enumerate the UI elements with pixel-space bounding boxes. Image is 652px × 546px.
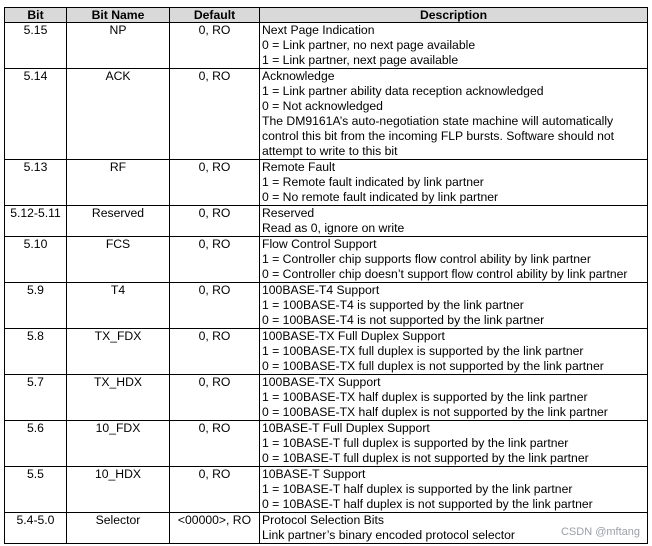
default-cell: 0, RO	[170, 160, 260, 206]
description-line: 0 = 100BASE-TX half duplex is not supported by the link partner	[262, 405, 608, 419]
default-cell: 0, RO	[170, 23, 260, 69]
description-line: Next Page Indication	[262, 23, 375, 37]
description-line: 1 = Link partner, next page available	[262, 53, 459, 67]
description-line: 1 = 100BASE-TX full duplex is supported by the link partner	[262, 344, 584, 358]
default-cell: 0, RO	[170, 69, 260, 160]
description-cell	[260, 467, 648, 513]
description-line: 0 = 10BASE-T full duplex is not supported by the link partner	[262, 451, 589, 465]
description-cell	[260, 237, 648, 283]
table-row	[5, 513, 648, 544]
description-line: 100BASE-TX Full Duplex Support	[262, 329, 445, 343]
description-line: Remote Fault	[262, 160, 336, 174]
description-line: 0 = Controller chip doesn’t support flow control ability by link partner	[262, 267, 628, 281]
table-row	[5, 206, 648, 237]
register-table-container	[4, 7, 648, 544]
description-line: 10BASE-T Full Duplex Support	[262, 421, 430, 435]
bit-name-cell: RF	[67, 160, 170, 206]
bit-cell: 5.8	[5, 329, 67, 375]
default-cell: 0, RO	[170, 421, 260, 467]
description-line: Protocol Selection Bits	[262, 513, 384, 527]
table-header-row	[5, 8, 648, 23]
default-cell: 0, RO	[170, 206, 260, 237]
description-cell	[260, 23, 648, 69]
bit-name-cell: NP	[67, 23, 170, 69]
default-cell: 0, RO	[170, 329, 260, 375]
table-row	[5, 421, 648, 467]
bit-cell: 5.9	[5, 283, 67, 329]
description-line: 0 = 100BASE-TX full duplex is not supported by the link partner	[262, 359, 604, 373]
description-line: 1 = 10BASE-T half duplex is supported by the link partner	[262, 482, 573, 496]
default-cell: 0, RO	[170, 375, 260, 421]
description-line: 0 = 10BASE-T half duplex is not supported by the link partner	[262, 497, 593, 511]
description-line: 1 = 100BASE-T4 is supported by the link partner	[262, 298, 524, 312]
description-line: Acknowledge	[262, 69, 335, 83]
bit-name-cell: T4	[67, 283, 170, 329]
bit-name-cell: 10_FDX	[67, 421, 170, 467]
description-line: 1 = Link partner ability data reception acknowledged	[262, 84, 544, 98]
table-row	[5, 237, 648, 283]
description-cell	[260, 375, 648, 421]
description-line: 1 = Controller chip supports flow control ability by link partner	[262, 252, 591, 266]
description-line: 100BASE-T4 Support	[262, 283, 380, 297]
description-cell	[260, 160, 648, 206]
bit-cell: 5.6	[5, 421, 67, 467]
table-row	[5, 467, 648, 513]
register-table	[4, 7, 648, 544]
description-line: 1 = 100BASE-TX half duplex is supported by the link partner	[262, 390, 588, 404]
bit-name-cell: TX_FDX	[67, 329, 170, 375]
table-row	[5, 283, 648, 329]
bit-cell: 5.15	[5, 23, 67, 69]
bit-cell: 5.13	[5, 160, 67, 206]
header-description: Description	[260, 8, 648, 23]
header-bit-name: Bit Name	[67, 8, 170, 23]
bit-name-cell: Selector	[67, 513, 170, 544]
default-cell: 0, RO	[170, 283, 260, 329]
bit-name-cell: TX_HDX	[67, 375, 170, 421]
description-cell	[260, 69, 648, 160]
bit-cell: 5.7	[5, 375, 67, 421]
description-line: attempt to write to this bit	[262, 144, 398, 158]
description-line: 0 = Link partner, no next page available	[262, 38, 476, 52]
description-line: Read as 0, ignore on write	[262, 221, 405, 235]
bit-name-cell: ACK	[67, 69, 170, 160]
description-line: 10BASE-T Support	[262, 467, 366, 481]
watermark-text: CSDN @mftang	[560, 526, 640, 538]
description-cell	[260, 329, 648, 375]
description-cell	[260, 206, 648, 237]
bit-name-cell: Reserved	[67, 206, 170, 237]
description-line: 1 = 10BASE-T full duplex is supported by the link partner	[262, 436, 569, 450]
table-row	[5, 375, 648, 421]
description-line: Flow Control Support	[262, 237, 377, 251]
bit-cell: 5.12-5.11	[5, 206, 67, 237]
description-line: The DM9161A’s auto-negotiation state machine will automatically	[262, 114, 614, 128]
bit-name-cell: 10_HDX	[67, 467, 170, 513]
description-line: control this bit from the incoming FLP bursts. Software should not	[262, 129, 615, 143]
table-row	[5, 329, 648, 375]
default-cell: 0, RO	[170, 467, 260, 513]
default-cell: <00000>, RO	[170, 513, 260, 544]
description-cell	[260, 283, 648, 329]
table-row	[5, 69, 648, 160]
bit-name-cell: FCS	[67, 237, 170, 283]
description-line: 1 = Remote fault indicated by link partner	[262, 175, 484, 189]
header-bit: Bit	[5, 8, 67, 23]
bit-cell: 5.10	[5, 237, 67, 283]
bit-cell: 5.14	[5, 69, 67, 160]
table-body	[5, 23, 648, 544]
description-line: 0 = Not acknowledged	[262, 99, 383, 113]
table-row	[5, 160, 648, 206]
description-line: 0 = No remote fault indicated by link partner	[262, 190, 499, 204]
bit-cell: 5.4-5.0	[5, 513, 67, 544]
description-line: 100BASE-TX Support	[262, 375, 381, 389]
header-default: Default	[170, 8, 260, 23]
description-line: 0 = 100BASE-T4 is not supported by the link partner	[262, 313, 545, 327]
description-line: Link partner’s binary encoded protocol selector	[262, 528, 515, 542]
default-cell: 0, RO	[170, 237, 260, 283]
description-cell	[260, 421, 648, 467]
bit-cell: 5.5	[5, 467, 67, 513]
description-line: Reserved	[262, 206, 315, 220]
table-row	[5, 23, 648, 69]
